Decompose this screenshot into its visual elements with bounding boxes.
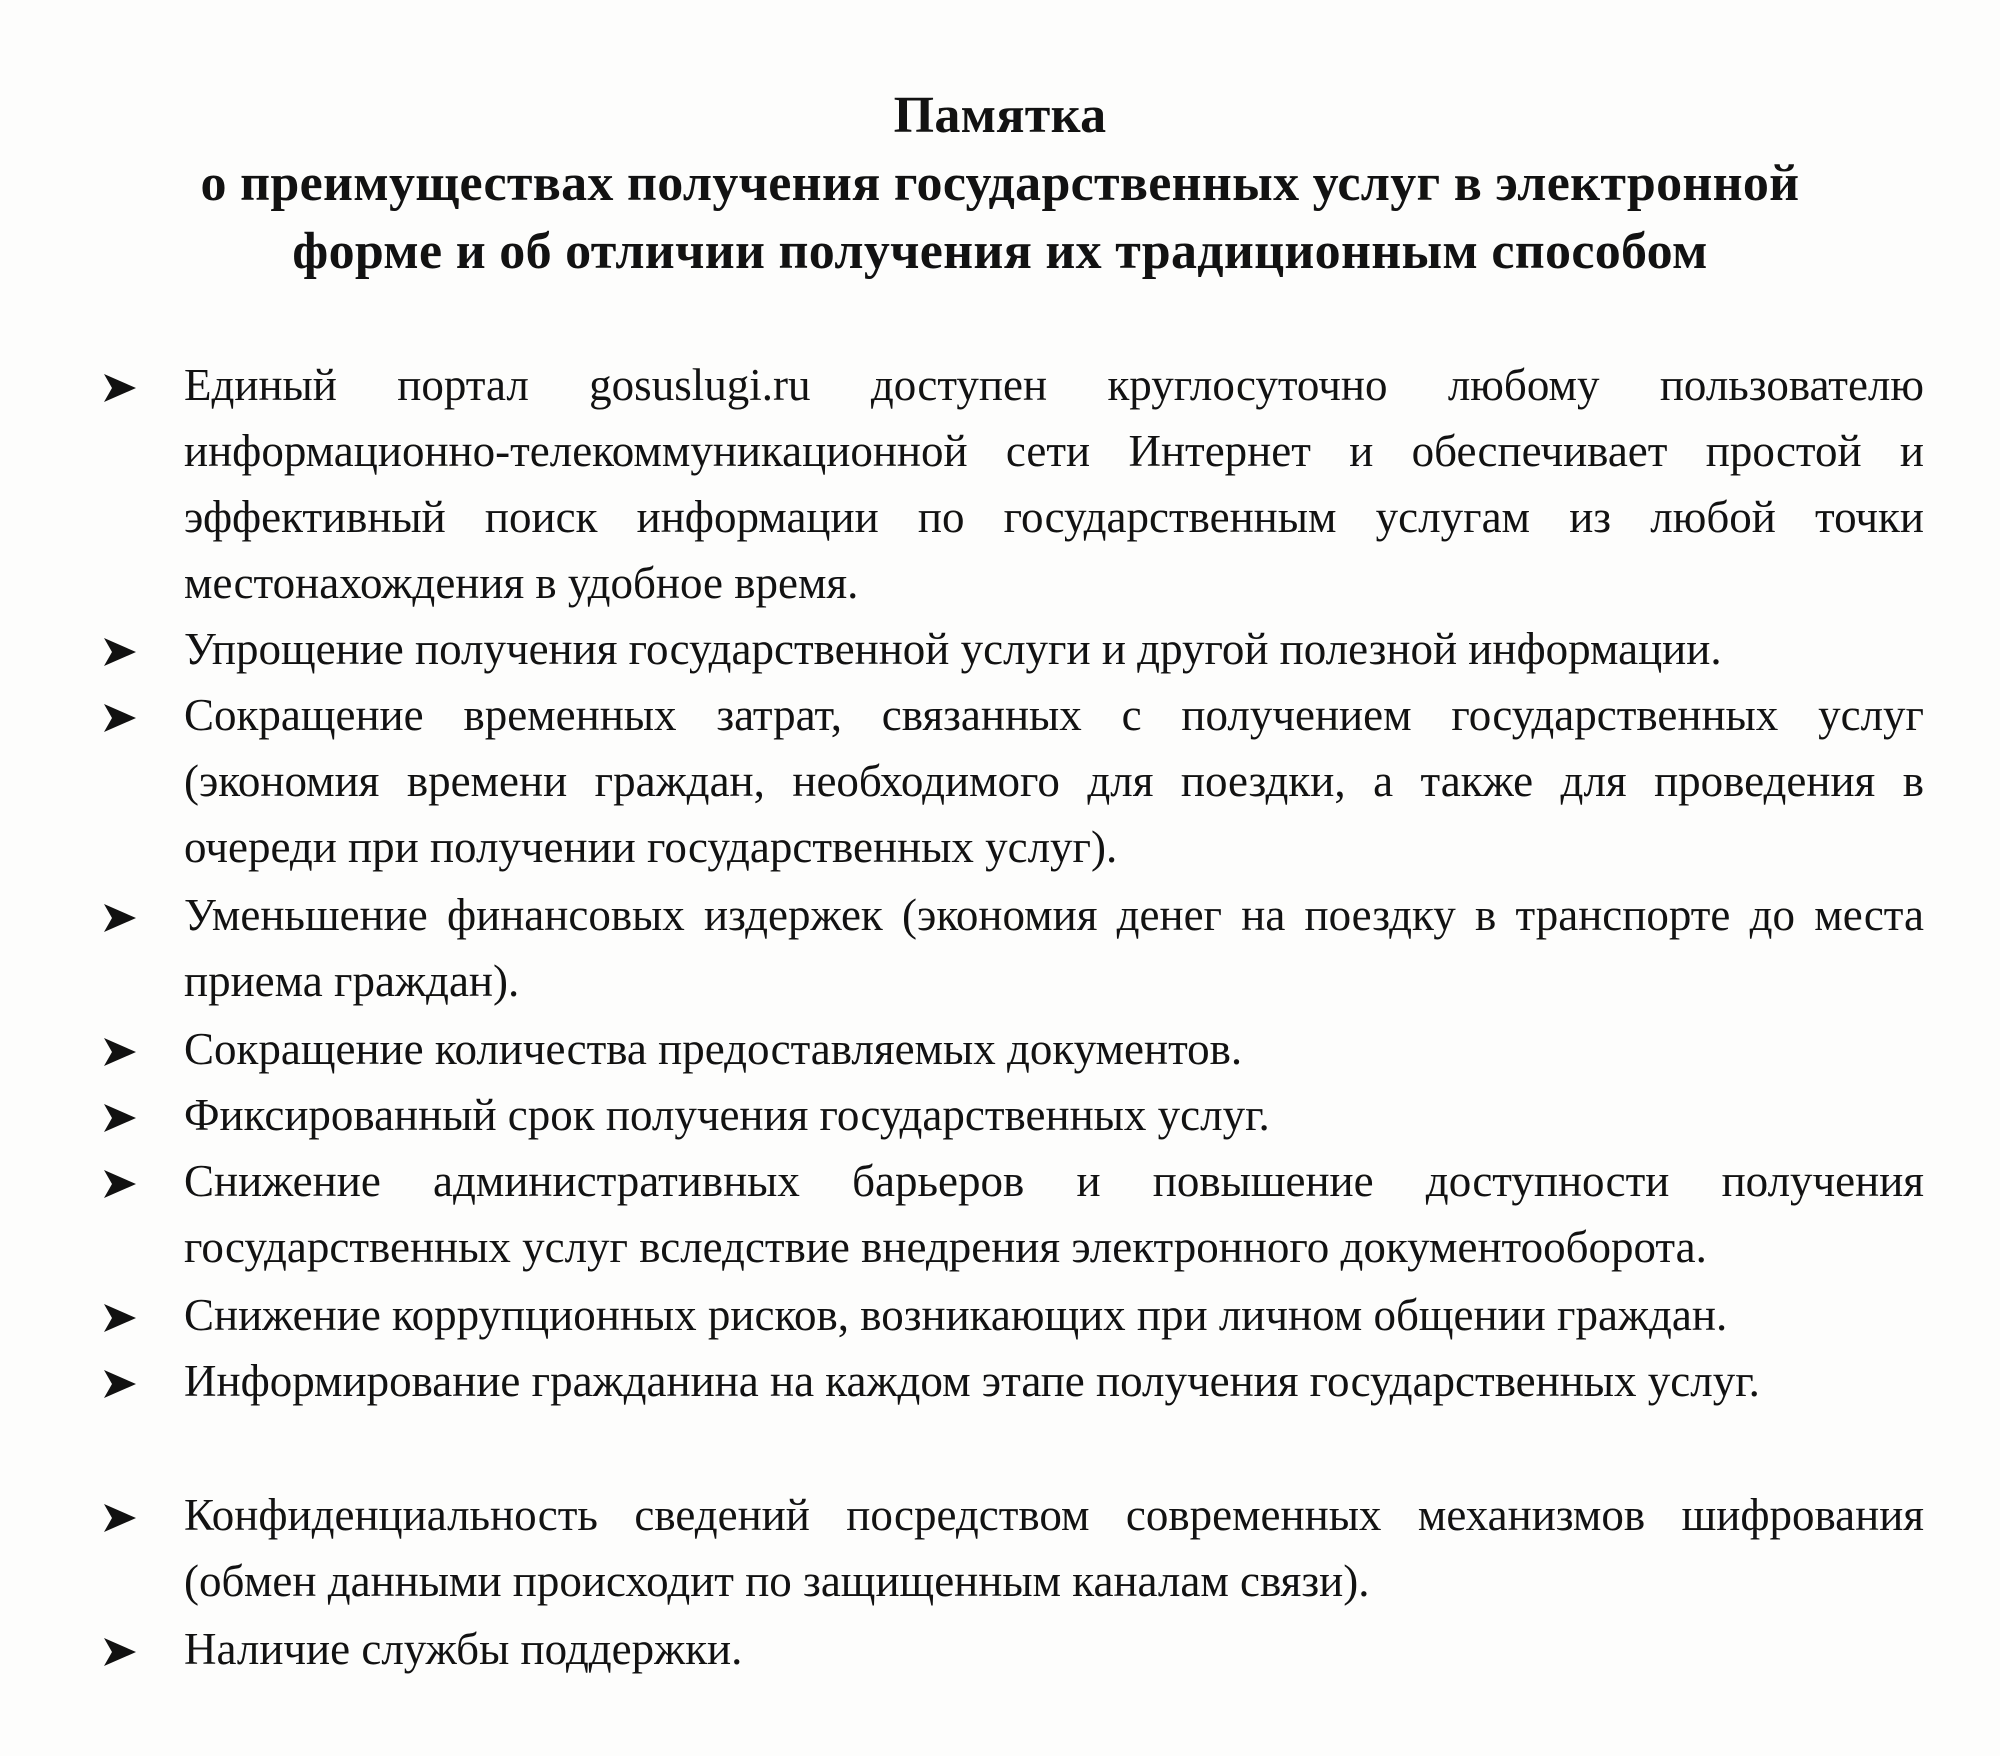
list-item-text: Снижение коррупционных рисков, возникающих при личном общении граждан.	[184, 1290, 1728, 1340]
list-item-text: Сокращение количества предоставляемых документов.	[184, 1024, 1243, 1074]
list-item-text: Фиксированный срок получения государственных услуг.	[184, 1090, 1270, 1140]
list-item-text: Упрощение получения государственной услуги и другой полезной информации.	[184, 624, 1722, 674]
arrowhead-bullet-icon	[100, 1082, 148, 1148]
arrowhead-bullet-icon	[100, 352, 148, 418]
arrowhead-bullet-icon	[100, 1482, 148, 1548]
list-item-text: Конфиденциальность сведений посредством современных механизмов шифрования (обмен данными происходит по защищенным каналам связи).	[184, 1490, 1924, 1606]
arrowhead-bullet-icon	[100, 616, 148, 682]
arrowhead-bullet-icon	[100, 1616, 148, 1682]
arrowhead-bullet-icon	[100, 682, 148, 748]
list-item-text: Снижение административных барьеров и повышение доступности получения государственных услуг вследствие внедрения электронного документооборота.	[184, 1156, 1924, 1272]
list-item-text: Сокращение временных затрат, связанных с получением государственных услуг (экономия времени граждан, необходимого для поездки, а также для проведения в очереди при получении государственных услуг).	[184, 690, 1924, 872]
list-item-text: Наличие службы поддержки.	[184, 1624, 743, 1674]
arrowhead-bullet-icon	[100, 1148, 148, 1214]
arrowhead-bullet-icon	[100, 1282, 148, 1348]
arrowhead-bullet-icon	[100, 1016, 148, 1082]
title-line-3: форме и об отличии получения их традиционным способом	[292, 223, 1708, 280]
arrowhead-bullet-icon	[100, 882, 148, 948]
arrowhead-bullet-icon	[100, 1348, 148, 1414]
list-item-text: Уменьшение финансовых издержек (экономия денег на поездку в транспорте до места приема граждан).	[184, 890, 1924, 1006]
title-line-1: Памятка	[893, 87, 1107, 144]
title-line-2: о преимуществах получения государственных услуг в электронной	[200, 155, 1800, 212]
list-item-text: Единый портал gosuslugi.ru доступен круглосуточно любому пользователю информационно-телекоммуникационной сети Интернет и обеспечивает простой и эффективный поиск информации по государственным услугам из любой точки местонахождения в удобное время.	[184, 360, 1924, 608]
list-item-text: Информирование гражданина на каждом этапе получения государственных услуг.	[184, 1356, 1760, 1406]
